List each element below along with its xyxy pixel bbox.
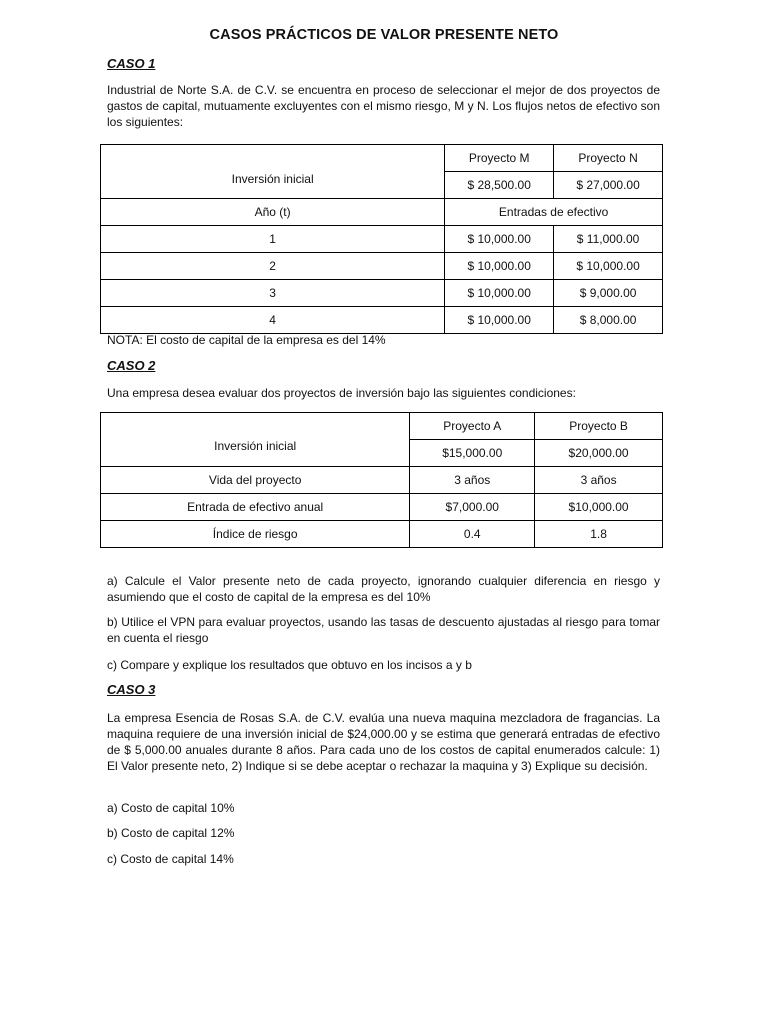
caso1-note: NOTA: El costo de capital de la empresa es del 14% <box>107 333 386 347</box>
caso1-flows-label: Entradas de efectivo <box>445 199 663 226</box>
table-row <box>101 307 663 334</box>
caso1-flow-m: $ 10,000.00 <box>445 226 554 253</box>
caso3-option-a: a) Costo de capital 10% <box>107 801 235 815</box>
caso1-flow-m: $ 10,000.00 <box>445 307 554 334</box>
caso2-table <box>100 412 663 548</box>
caso2-row-label: Vida del proyecto <box>101 467 410 494</box>
caso2-col-b: Proyecto B <box>535 413 663 440</box>
caso2-cell-b: $10,000.00 <box>535 494 663 521</box>
caso1-flow-n: $ 11,000.00 <box>554 226 663 253</box>
caso1-flow-n: $ 8,000.00 <box>554 307 663 334</box>
caso2-col-a: Proyecto A <box>410 413 535 440</box>
caso2-question-c: c) Compare y explique los resultados que obtuvo en los incisos a y b <box>107 658 472 672</box>
caso2-inv-a: $15,000.00 <box>410 440 535 467</box>
table-row <box>101 280 663 307</box>
caso2-inv-label: Inversión inicial <box>101 413 410 467</box>
table-row <box>101 226 663 253</box>
table-row <box>101 494 663 521</box>
caso1-heading: CASO 1 <box>107 56 156 71</box>
caso1-flow-m: $ 10,000.00 <box>445 253 554 280</box>
caso1-inv-label: Inversión inicial <box>101 145 445 199</box>
caso2-cell-a: 3 años <box>410 467 535 494</box>
caso2-cell-a: $7,000.00 <box>410 494 535 521</box>
caso1-flow-n: $ 9,000.00 <box>554 280 663 307</box>
caso2-inv-b: $20,000.00 <box>535 440 663 467</box>
caso1-year: 2 <box>101 253 445 280</box>
caso3-option-c: c) Costo de capital 14% <box>107 852 234 866</box>
caso2-row-label: Índice de riesgo <box>101 521 410 548</box>
table-row <box>101 467 663 494</box>
caso1-inv-m: $ 28,500.00 <box>445 172 554 199</box>
caso3-option-b: b) Costo de capital 12% <box>107 826 235 840</box>
caso1-year-label: Año (t) <box>101 199 445 226</box>
caso1-year: 1 <box>101 226 445 253</box>
caso1-flow-m: $ 10,000.00 <box>445 280 554 307</box>
caso1-year: 3 <box>101 280 445 307</box>
caso2-intro: Una empresa desea evaluar dos proyectos de inversión bajo las siguientes condiciones: <box>107 386 576 400</box>
caso2-heading: CASO 2 <box>107 358 156 373</box>
caso1-year: 4 <box>101 307 445 334</box>
table-row <box>101 253 663 280</box>
caso3-intro: La empresa Esencia de Rosas S.A. de C.V. evalúa una nueva maquina mezcladora de fragancias. La maquina requiere de una inversión inicial de $24,000.00 y se estima que generará entradas de efectivo de $ 5,000.00 anuales durante 8 años. Para cada uno de los costos de capital enumerados calcule: 1) El Valor presente neto, 2) Indique si se debe aceptar o rechazar la maquina y 3) Explique su decisión. <box>107 711 660 773</box>
caso2-cell-b: 3 años <box>535 467 663 494</box>
caso1-flow-n: $ 10,000.00 <box>554 253 663 280</box>
caso2-cell-b: 1.8 <box>535 521 663 548</box>
caso2-row-label: Entrada de efectivo anual <box>101 494 410 521</box>
document-title: CASOS PRÁCTICOS DE VALOR PRESENTE NETO <box>209 27 559 43</box>
caso1-table <box>100 144 663 334</box>
caso1-col-n: Proyecto N <box>554 145 663 172</box>
caso1-intro: Industrial de Norte S.A. de C.V. se encuentra en proceso de seleccionar el mejor de dos proyectos de gastos de capital, mutuamente excluyentes con el mismo riesgo, M y N. Los flujos netos de efectivo son los siguientes: <box>107 83 660 129</box>
caso2-question-b: b) Utilice el VPN para evaluar proyectos, usando las tasas de descuento ajustadas al riesgo para tomar en cuenta el riesgo <box>107 615 660 645</box>
caso1-col-m: Proyecto M <box>445 145 554 172</box>
table-row <box>101 521 663 548</box>
caso3-heading: CASO 3 <box>107 682 156 697</box>
caso2-question-a: a) Calcule el Valor presente neto de cada proyecto, ignorando cualquier diferencia en riesgo y asumiendo que el costo de capital de la empresa es del 10% <box>107 574 660 604</box>
caso1-inv-n: $ 27,000.00 <box>554 172 663 199</box>
caso2-cell-a: 0.4 <box>410 521 535 548</box>
